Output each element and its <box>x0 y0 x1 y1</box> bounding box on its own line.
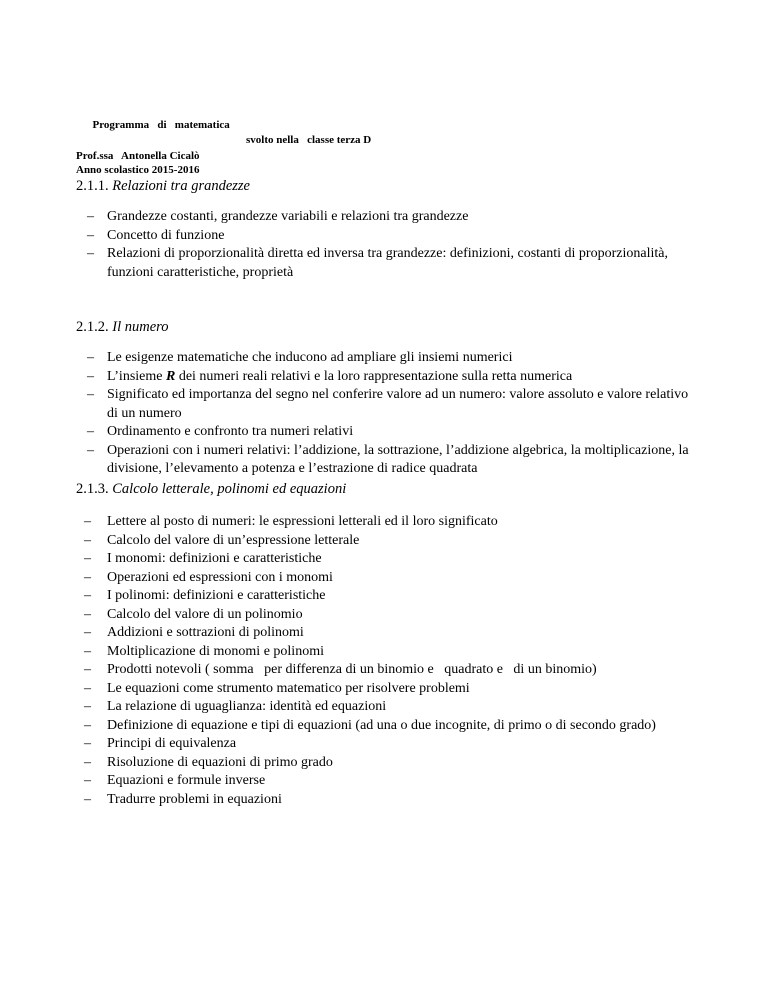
section-calcolo-letterale <box>76 480 696 809</box>
list-item: – Le equazioni come strumento matematico per risolvere problemi <box>76 680 696 699</box>
dash-bullet-icon: – <box>84 569 91 585</box>
document-header <box>76 103 372 178</box>
dash-bullet-icon: – <box>84 643 91 659</box>
dash-bullet-icon: – <box>84 699 91 714</box>
school-year: Anno scolastico 2015-2016 <box>76 164 200 176</box>
list-item: – Calcolo del valore di un’espressione letterale <box>76 532 696 551</box>
topic-list <box>76 208 696 282</box>
list-item: – Ordinamento e confronto tra numeri relativi <box>76 423 696 442</box>
section-number: 2.1.1. <box>76 178 109 194</box>
section-il-numero <box>76 318 696 479</box>
list-item: – Tradurre problemi in equazioni <box>76 791 696 810</box>
dash-bullet-icon: – <box>84 736 91 751</box>
section-number: 2.1.3. <box>76 481 109 497</box>
teacher-name: Prof.ssa Antonella Cicalò <box>76 150 200 162</box>
dash-bullet-icon: – <box>87 227 94 243</box>
list-item: – L’insieme R dei numeri reali relativi e la loro rappresentazione sulla retta numerica <box>76 368 696 387</box>
list-item: – Prodotti notevoli ( somma per differenza di un binomio e quadrato e di un binomio) <box>76 661 696 680</box>
dash-bullet-icon: – <box>87 246 94 261</box>
list-item: – Significato ed importanza del segno nel conferire valore ad un numero: valore assoluto e valore relativo di un numero <box>87 387 689 421</box>
list-item: – Equazioni e formule inverse <box>76 772 696 791</box>
list-item: – Addizioni e sottrazioni di polinomi <box>76 624 696 643</box>
dash-bullet-icon: – <box>87 209 94 224</box>
dash-bullet-icon: – <box>84 588 91 603</box>
section-title: Relazioni tra grandezze <box>112 178 250 194</box>
list-item: – Principi di equivalenza <box>76 735 696 754</box>
list-item: – Concetto di funzione <box>76 227 696 246</box>
program-title: Programma di matematica <box>92 119 230 131</box>
list-item: – Calcolo del valore di un polinomio <box>76 606 696 625</box>
section-title: Calcolo letterale, polinomi ed equazioni <box>112 481 347 497</box>
section-relazioni-tra-grandezze <box>76 177 696 282</box>
list-item: – Risoluzione di equazioni di primo grado <box>76 754 696 773</box>
section-title: Il numero <box>112 319 169 335</box>
topic-list <box>76 349 696 479</box>
dash-bullet-icon: – <box>84 717 91 733</box>
list-item: – Grandezze costanti, grandezze variabili e relazioni tra grandezze <box>76 208 696 227</box>
dash-bullet-icon: – <box>84 662 91 677</box>
class-info: svolto nella classe terza D <box>246 134 372 146</box>
list-item: – Relazioni di proporzionalità diretta ed inversa tra grandezze: definizioni, costanti di proporzionalità, funzioni caratteristiche, proprietà <box>87 246 668 280</box>
dash-bullet-icon: – <box>84 680 91 696</box>
dash-bullet-icon: – <box>84 532 91 548</box>
dash-bullet-icon: – <box>84 773 91 788</box>
dash-bullet-icon: – <box>84 625 91 640</box>
dash-bullet-icon: – <box>87 424 94 439</box>
dash-bullet-icon: – <box>87 442 94 458</box>
list-item: – I polinomi: definizioni e caratteristiche <box>76 587 696 606</box>
set-symbol-r: R <box>165 368 176 384</box>
section-heading <box>76 177 696 195</box>
list-item: – La relazione di uguaglianza: identità ed equazioni <box>76 698 696 717</box>
list-item: – I monomi: definizioni e caratteristiche <box>76 550 696 569</box>
list-item: – Lettere al posto di numeri: le espressioni letterali ed il loro significato <box>76 513 696 532</box>
dash-bullet-icon: – <box>87 368 94 384</box>
list-item: – Operazioni con i numeri relativi: l’addizione, la sottrazione, l’addizione algebrica, la moltiplicazione, la divisione, l’elevamento a potenza e l’estrazione di radice quadrata <box>87 442 689 476</box>
list-item: – Moltiplicazione di monomi e polinomi <box>76 643 696 662</box>
dash-bullet-icon: – <box>84 791 91 807</box>
list-item: – Operazioni ed espressioni con i monomi <box>76 569 696 588</box>
section-heading <box>76 480 696 498</box>
dash-bullet-icon: – <box>84 551 91 566</box>
dash-bullet-icon: – <box>84 514 91 529</box>
dash-bullet-icon: – <box>84 606 91 622</box>
dash-bullet-icon: – <box>87 387 94 402</box>
section-heading <box>76 318 696 336</box>
list-item: – Definizione di equazione e tipi di equazioni (ad una o due incognite, di primo o di secondo grado) <box>76 717 696 736</box>
list-item: – Le esigenze matematiche che inducono ad ampliare gli insiemi numerici <box>76 349 696 368</box>
dash-bullet-icon: – <box>87 350 94 365</box>
topic-list <box>76 513 696 809</box>
section-number: 2.1.2. <box>76 319 109 335</box>
dash-bullet-icon: – <box>84 754 91 770</box>
